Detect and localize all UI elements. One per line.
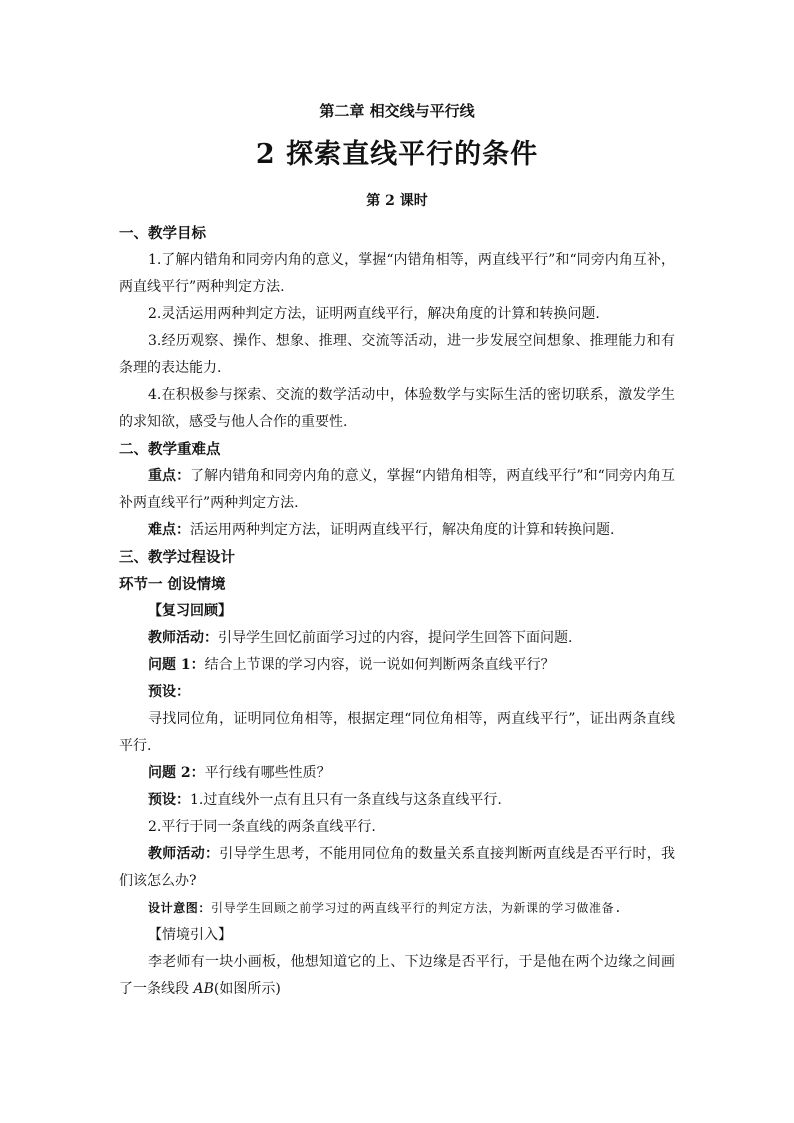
question-1-text: 结合上节课的学习内容，说一说如何判断两条直线平行？	[204, 657, 555, 673]
key-point-text: 了解内错角和同旁内角的意义，掌握“内错角相等，两直线平行”和“同旁内角互补两直线平行”两种判定方法.	[119, 468, 675, 511]
difficulty	[119, 517, 675, 544]
design-intent-label: 设计意图：	[148, 901, 212, 915]
preset-2-label: 预设：	[148, 792, 190, 808]
section-heading-process: 三、教学过程设计	[119, 549, 235, 566]
preset-2-a: 1.过直线外一点有且只有一条直线与这条直线平行.	[190, 792, 502, 808]
scenario-text	[119, 949, 675, 1003]
teacher-activity-label: 教师活动：	[148, 630, 218, 646]
question-2-text: 平行线有哪些性质？	[204, 765, 331, 781]
teacher-activity-2	[119, 841, 675, 895]
teacher-activity	[119, 625, 675, 652]
section-heading-key-points: 二、教学重难点	[119, 441, 221, 458]
teacher-activity-2-label: 教师活动：	[148, 846, 220, 862]
goal-4: 4.在积极参与探索、交流的数学活动中，体验数学与实际生活的密切联系，激发学生的求知欲，感受与他人合作的重要性.	[119, 387, 675, 430]
teacher-activity-text: 引导学生回忆前面学习过的内容，提问学生回答下面问题.	[218, 630, 573, 646]
preset-1-text: 寻找同位角，证明同位角相等，根据定理“同位角相等，两直线平行”，证出两条直线平行.	[119, 711, 675, 754]
question-2-label: 问题 2：	[148, 765, 205, 781]
goal-2: 2.灵活运用两种判定方法，证明两直线平行，解决角度的计算和转换问题.	[148, 306, 600, 322]
preset-2	[119, 787, 675, 814]
key-point-label: 重点：	[148, 468, 191, 484]
scenario-text-b: (如图所示)	[213, 981, 281, 997]
review-heading: 【复习回顾】	[148, 603, 232, 619]
question-1	[119, 652, 675, 679]
chapter-heading: 第二章 相交线与平行线	[319, 102, 475, 120]
teacher-activity-2-text: 引导学生思考，不能用同位角的数量关系直接判断两直线是否平行时，我们该怎么办?	[119, 846, 675, 889]
goal-1: 1.了解内错角和同旁内角的意义，掌握“内错角相等，两直线平行”和“同旁内角互补，两直线平行”两种判定方法.	[119, 252, 675, 295]
scenario-heading: 【情境引入】	[148, 927, 232, 943]
segment-ab-label: AB	[193, 981, 214, 997]
question-2	[119, 760, 675, 787]
question-1-label: 问题 1：	[148, 657, 205, 673]
step-heading: 环节一 创设情境	[119, 576, 226, 593]
key-point	[119, 463, 675, 517]
lesson-heading: 第 2 课时	[366, 193, 428, 209]
design-intent-text: 引导学生回顾之前学习过的两直线平行的判定方法，为新课的学习做准备.	[211, 901, 623, 915]
document-body	[119, 220, 675, 1003]
difficulty-text: 活运用两种判定方法，证明两直线平行，解决角度的计算和转换问题.	[190, 522, 615, 538]
design-intent	[119, 895, 675, 922]
preset-label: 预设：	[148, 684, 190, 700]
section-heading-goals: 一、教学目标	[119, 225, 206, 242]
goal-3: 3.经历观察、操作、想象、推理、交流等活动，进一步发展空间想象、推理能力和有条理的表达能力.	[119, 333, 675, 376]
scenario-text-a: 李老师有一块小画板，他想知道它的上、下边缘是否平行，于是他在两个边缘之间画了一条线段	[119, 954, 675, 997]
preset-2-b: 2.平行于同一条直线的两条直线平行.	[148, 819, 376, 835]
difficulty-label: 难点：	[148, 522, 190, 538]
page-title: 2 探索直线平行的条件	[255, 139, 539, 170]
